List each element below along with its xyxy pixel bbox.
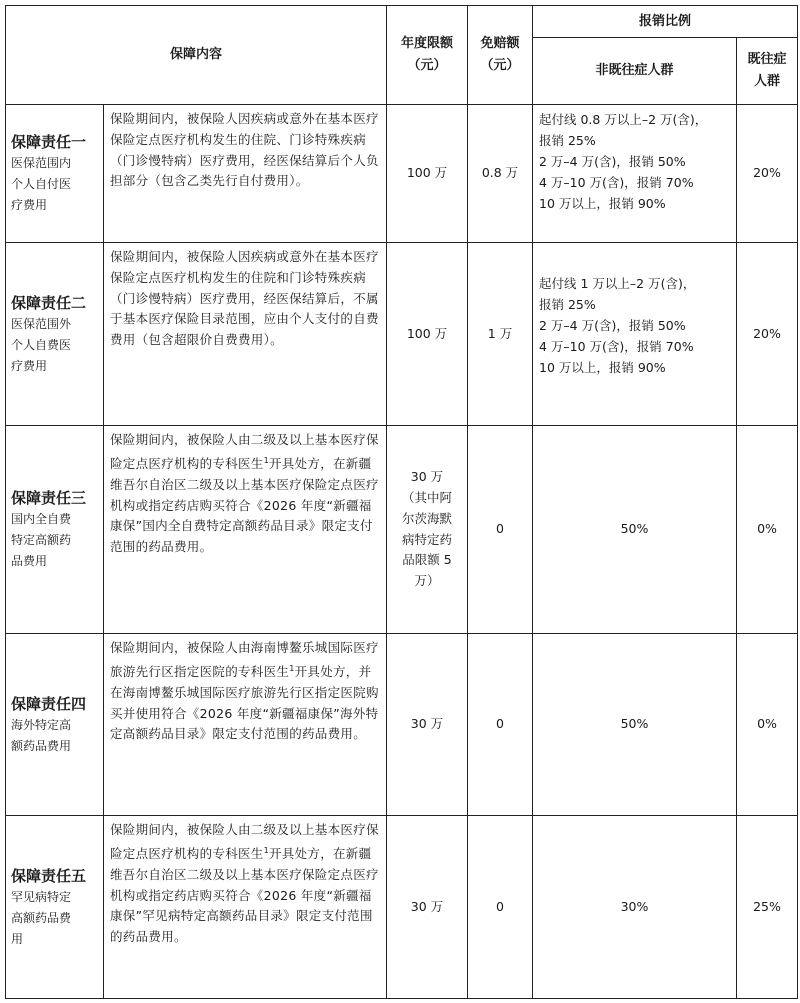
annual-limit-note: 万） [414,573,440,589]
deductible-value: 0.8 万 [468,105,533,243]
tier-line: 2 万–4 万(含)，报销 50% [539,154,686,169]
coverage-description [104,816,387,999]
coverage-subtitle-line: 高额药品费 [11,910,72,925]
coverage-subtitle-line: 疗费用 [11,198,48,212]
description-text: 保险期间内，被保险人由海南博鳌乐城国际医疗旅游先行区指定医院的专科医生 [110,640,379,679]
header-deductible-unit: （元） [480,58,520,73]
coverage-subtitle-line: 个人自付医 [11,177,72,191]
header-row [6,6,798,38]
annual-limit-value: 100 万 [406,325,448,341]
coverage-subtitle-line: 个人自费医 [11,337,72,352]
header-annual-limit [387,6,468,105]
annual-limit-cell [387,243,468,426]
header-reimbursement-ratio: 报销比例 [533,6,798,38]
annual-limit-note: 品限额 5 [402,552,452,568]
annual-limit-cell [387,426,468,634]
non-preexisting-tiers [533,105,737,243]
coverage-name [6,105,104,243]
coverage-title: 保障责任四 [11,694,87,713]
deductible-value: 0 [468,634,533,816]
tier-line: 报销 25% [539,133,596,148]
annual-limit-value: 30 万 [410,716,444,732]
coverage-description: 保险期间内，被保险人因疾病或意外在基本医疗保险定点医疗机构发生的住院、门诊特殊疾病（门诊慢特病）医疗费用，经医保结算后个人负担部分（包含乙类先行自付费用）。 [104,105,387,243]
header-preexisting [737,38,798,105]
header-coverage-content: 保障内容 [6,6,387,105]
description-text: 开具处方，在新疆维吾尔自治区二级及以上基本医疗保险定点医疗机构或指定药店购买符合《2026 年度“新疆福康保”国内全自费特定高额药品目录》限定支付范围的药品费用。 [110,455,379,555]
tier-line: 报销 25% [539,297,596,312]
header-limit-line: 年度限额 [400,36,453,51]
annual-limit-value: 30 万 [410,469,444,485]
coverage-subtitle-line: 罕见病特定 [11,889,72,904]
coverage-description: 保险期间内，被保险人因疾病或意外在基本医疗保险定点医疗机构发生的住院和门诊特殊疾病（门诊慢特病）医疗费用，经医保结算后，不属于基本医疗保险目录范围，应由个人支付的自费费用（包含超限价自费费用）。 [104,243,387,426]
deductible-value: 1 万 [468,243,533,426]
coverage-description [104,426,387,634]
non-preexisting-rate: 30% [533,816,737,999]
coverage-subtitle-line: 海外特定高 [11,717,72,732]
coverage-description [104,634,387,816]
coverage-subtitle-line: 用 [11,931,24,946]
deductible-value: 0 [468,426,533,634]
coverage-subtitle-line: 医保范围外 [11,316,72,331]
header-limit-unit: （元） [407,58,447,73]
tier-line: 10 万以上，报销 90% [539,360,666,375]
header-preexisting-line: 既往症 [747,52,787,67]
annual-limit-note: （其中阿 [401,489,452,505]
tier-line: 10 万以上，报销 90% [539,196,666,211]
footnote-marker: 1 [263,845,269,855]
header-deductible-line: 免赔额 [480,36,520,51]
tier-line: 起付线 1 万以上–2 万(含)， [539,276,696,291]
table-row [6,816,798,999]
footnote-marker: 1 [289,663,295,673]
preexisting-rate: 20% [737,243,798,426]
coverage-subtitle-line: 国内全自费 [11,512,72,526]
table-row [6,634,798,816]
coverage-name [6,816,104,999]
table-row [6,105,798,243]
non-preexisting-rate: 50% [533,634,737,816]
header-non-preexisting: 非既往症人群 [533,38,737,105]
description-text: 开具处方，并在海南博鳌乐城国际医疗旅游先行区指定医院购买并使用符合《2026 年度“新疆福康保”海外特定高额药品目录》限定支付范围的药品费用。 [110,663,379,742]
coverage-subtitle-line: 疗费用 [11,358,48,373]
description-text: 保险期间内，被保险人由二级及以上基本医疗保险定点医疗机构的专科医生 [110,822,379,861]
annual-limit-value: 100 万 [406,165,448,181]
annual-limit-cell [387,105,468,243]
coverage-title: 保障责任三 [11,489,87,507]
tier-line: 起付线 0.8 万以上–2 万(含)， [539,112,708,127]
annual-limit-cell [387,816,468,999]
preexisting-rate: 0% [737,426,798,634]
footnote-marker: 1 [263,455,269,465]
header-preexisting-line: 人群 [753,74,780,89]
coverage-title: 保障责任五 [11,866,87,885]
annual-limit-cell [387,634,468,816]
table-row [6,243,798,426]
benefits-table [5,5,798,999]
description-text: 开具处方，在新疆维吾尔自治区二级及以上基本医疗保险定点医疗机构或指定药店购买符合《2026 年度“新疆福康保”罕见病特定高额药品目录》限定支付范围的药品费用。 [110,845,379,945]
tier-line: 4 万–10 万(含)，报销 70% [539,339,694,354]
coverage-subtitle-line: 品费用 [11,554,48,568]
tier-line: 2 万–4 万(含)，报销 50% [539,318,686,333]
coverage-name [6,243,104,426]
annual-limit-note: 尔茨海默 [401,510,452,526]
coverage-subtitle-line: 特定高额药 [11,533,72,547]
preexisting-rate: 0% [737,634,798,816]
tier-line: 4 万–10 万(含)，报销 70% [539,175,694,190]
table-row [6,426,798,634]
deductible-value: 0 [468,816,533,999]
coverage-title: 保障责任一 [11,133,87,151]
preexisting-rate: 20% [737,105,798,243]
header-deductible [468,6,533,105]
non-preexisting-rate: 50% [533,426,737,634]
coverage-subtitle-line: 额药品费用 [11,738,72,753]
non-preexisting-tiers [533,243,737,426]
annual-limit-value: 30 万 [410,898,444,914]
description-text: 保险期间内，被保险人由二级及以上基本医疗保险定点医疗机构的专科医生 [110,432,379,471]
preexisting-rate: 25% [737,816,798,999]
coverage-name [6,426,104,634]
coverage-title: 保障责任二 [11,293,87,312]
coverage-name [6,634,104,816]
coverage-subtitle-line: 医保范围内 [11,156,72,170]
annual-limit-note: 病特定药 [401,531,452,547]
